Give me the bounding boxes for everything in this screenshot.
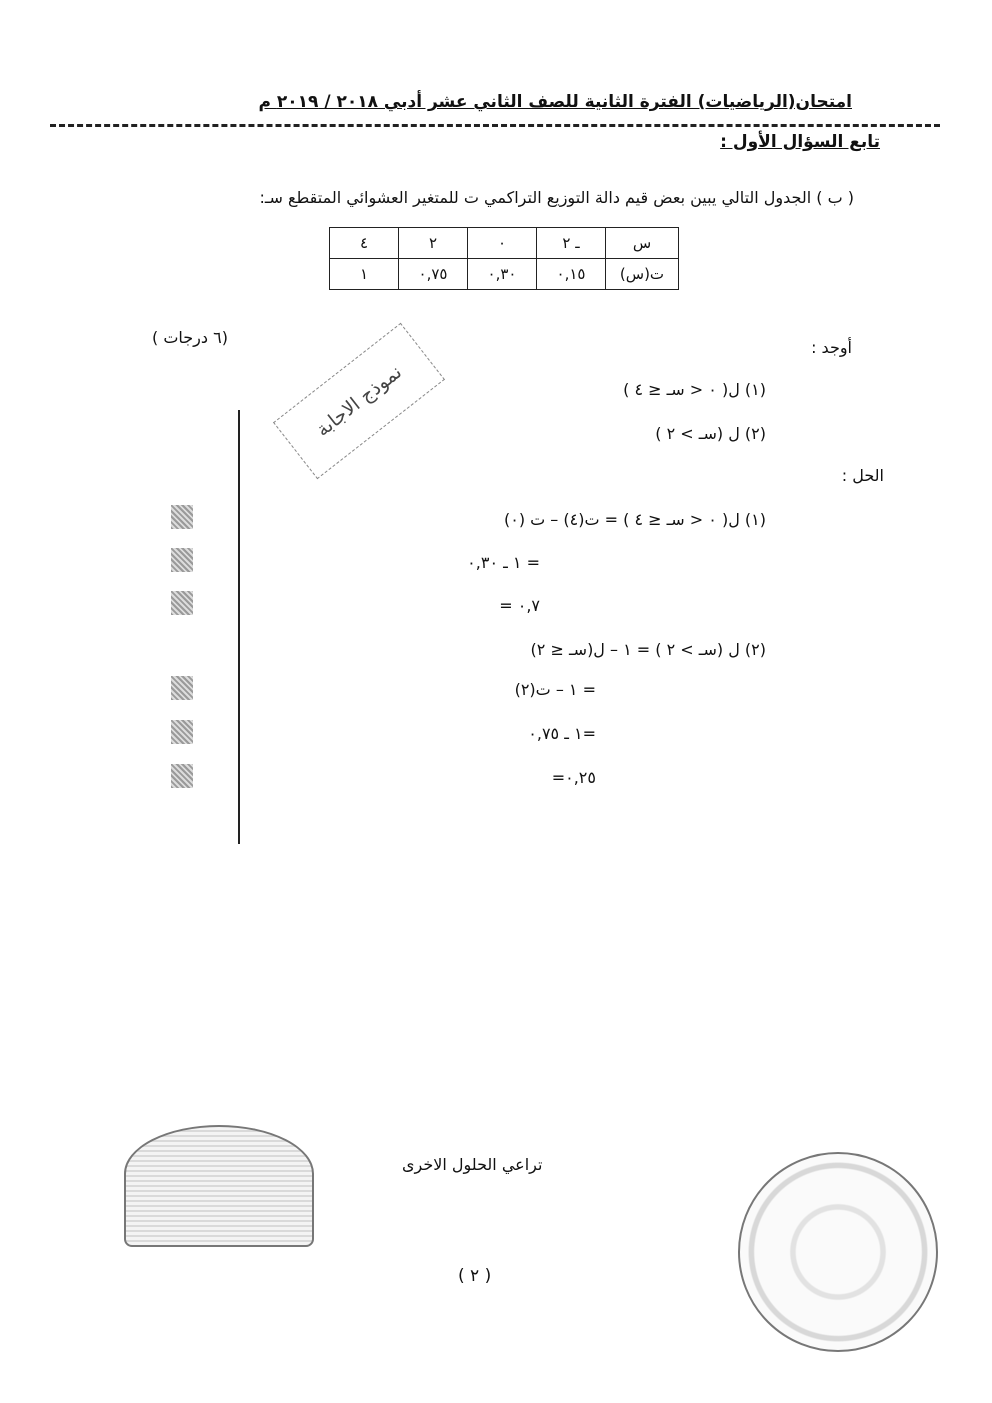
solution-label: الحل : <box>841 466 884 485</box>
solution-line: =٠,٢٥ <box>551 768 596 787</box>
table-cell: ٠,٧٥ <box>399 259 468 290</box>
ministry-seal-right <box>738 1152 938 1352</box>
table-cell: ٠,٣٠ <box>468 259 537 290</box>
find-label: أوجد : <box>811 338 852 357</box>
solution-line: (٢) ل (سـ > ٢ ) = ١ – ل(سـ ≤ ٢) <box>530 640 766 659</box>
solution-line: = ١ ـ ٠,٣٠ <box>467 553 540 572</box>
header-divider <box>50 124 940 127</box>
table-cell: ـ ٢ <box>537 228 606 259</box>
table-cell: ٢ <box>399 228 468 259</box>
question-part-1: (١) ل( ٠ < سـ ≤ ٤ ) <box>623 380 766 399</box>
grade-mark <box>171 720 193 744</box>
grade-mark <box>171 591 193 615</box>
margin-line <box>238 410 240 844</box>
solution-line: = ٠,٧ <box>499 596 540 615</box>
section-title: تابع السؤال الأول : <box>720 132 880 152</box>
table-cell: ت(س) <box>606 259 679 290</box>
marks-label: (٦ درجات ) <box>152 328 228 347</box>
page-number: ( ٢ ) <box>458 1266 492 1286</box>
grade-mark <box>171 676 193 700</box>
table-row <box>330 228 679 259</box>
table-cell: ٤ <box>330 228 399 259</box>
distribution-table <box>329 227 679 290</box>
solution-line: =١ ـ ٠,٧٥ <box>528 724 596 743</box>
answer-key-stamp: نموذج الاجابة <box>273 323 445 479</box>
grade-mark <box>171 548 193 572</box>
question-part-2: (٢) ل (سـ > ٢ ) <box>655 424 766 443</box>
table-cell: س <box>606 228 679 259</box>
grade-mark <box>171 505 193 529</box>
ministry-stamp-left <box>124 1125 314 1247</box>
table-row <box>330 259 679 290</box>
solution-line: (١) ل( ٠ < سـ ≤ ٤ ) = ت(٤) – ت (٠) <box>503 510 766 529</box>
exam-title: امتحان(الرياضيات) الفترة الثانية للصف الثاني عشر أدبي ٢٠١٨ / ٢٠١٩ م <box>258 92 852 112</box>
table-cell: ٠ <box>468 228 537 259</box>
footer-note: تراعي الحلول الاخرى <box>402 1155 543 1174</box>
grade-mark <box>171 764 193 788</box>
table-cell: ٠,١٥ <box>537 259 606 290</box>
question-intro: ( ب ) الجدول التالي يبين بعض قيم دالة التوزيع التراكمي ت للمتغير العشوائي المتقطع سـ: <box>259 188 854 207</box>
table-cell: ١ <box>330 259 399 290</box>
solution-line: = ١ – ت(٢) <box>514 680 596 699</box>
